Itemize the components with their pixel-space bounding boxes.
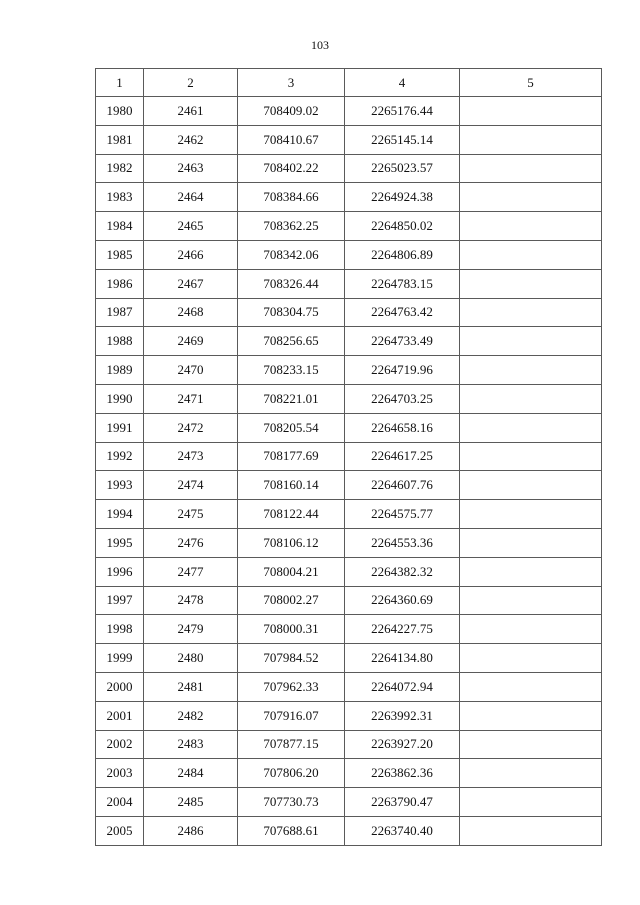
table-cell-col-2: 2468 xyxy=(144,298,238,327)
page-number: 103 xyxy=(311,38,329,52)
table-row xyxy=(96,298,602,327)
table-cell-col-1: 1988 xyxy=(96,327,144,356)
table-cell-col-2: 2477 xyxy=(144,557,238,586)
table-cell-col-1: 2003 xyxy=(96,759,144,788)
column-header-3: 3 xyxy=(238,69,345,97)
table-cell-col-5 xyxy=(460,730,602,759)
table-cell-col-4: 2264134.80 xyxy=(345,644,460,673)
table-cell-col-2: 2475 xyxy=(144,500,238,529)
table-cell-col-5 xyxy=(460,413,602,442)
table-cell-col-2: 2467 xyxy=(144,269,238,298)
table-cell-col-2: 2472 xyxy=(144,413,238,442)
table-cell-col-4: 2264617.25 xyxy=(345,442,460,471)
table-cell-col-5 xyxy=(460,528,602,557)
table-cell-col-3: 708233.15 xyxy=(238,356,345,385)
table-cell-col-4: 2264733.49 xyxy=(345,327,460,356)
table-cell-col-5 xyxy=(460,557,602,586)
table-row xyxy=(96,500,602,529)
table-row xyxy=(96,269,602,298)
table-cell-col-5 xyxy=(460,442,602,471)
table-cell-col-5 xyxy=(460,615,602,644)
table-row xyxy=(96,356,602,385)
table-cell-col-3: 708256.65 xyxy=(238,327,345,356)
table-cell-col-4: 2263862.36 xyxy=(345,759,460,788)
table-cell-col-1: 1985 xyxy=(96,240,144,269)
table-cell-col-1: 1986 xyxy=(96,269,144,298)
table-cell-col-3: 708304.75 xyxy=(238,298,345,327)
table-cell-col-2: 2486 xyxy=(144,816,238,845)
table-cell-col-1: 2002 xyxy=(96,730,144,759)
table-cell-col-4: 2264806.89 xyxy=(345,240,460,269)
table-cell-col-4: 2263927.20 xyxy=(345,730,460,759)
table-cell-col-1: 1989 xyxy=(96,356,144,385)
table-row xyxy=(96,816,602,845)
table-cell-col-3: 708384.66 xyxy=(238,183,345,212)
table-cell-col-3: 708402.22 xyxy=(238,154,345,183)
table-cell-col-1: 2000 xyxy=(96,672,144,701)
table-cell-col-2: 2464 xyxy=(144,183,238,212)
table-cell-col-3: 708177.69 xyxy=(238,442,345,471)
table-cell-col-1: 1992 xyxy=(96,442,144,471)
table-cell-col-5 xyxy=(460,788,602,817)
table-cell-col-3: 708122.44 xyxy=(238,500,345,529)
table-cell-col-2: 2465 xyxy=(144,212,238,241)
coordinates-table xyxy=(95,68,602,846)
table-row xyxy=(96,730,602,759)
table-cell-col-3: 708342.06 xyxy=(238,240,345,269)
table-cell-col-5 xyxy=(460,384,602,413)
table-cell-col-3: 708205.54 xyxy=(238,413,345,442)
table-cell-col-5 xyxy=(460,125,602,154)
table-cell-col-3: 707688.61 xyxy=(238,816,345,845)
column-header-1: 1 xyxy=(96,69,144,97)
table-cell-col-1: 1991 xyxy=(96,413,144,442)
table-row xyxy=(96,384,602,413)
table-cell-col-4: 2264360.69 xyxy=(345,586,460,615)
table-cell-col-5 xyxy=(460,500,602,529)
table-cell-col-4: 2264783.15 xyxy=(345,269,460,298)
table-row xyxy=(96,672,602,701)
table-cell-col-3: 708004.21 xyxy=(238,557,345,586)
table-row xyxy=(96,615,602,644)
table-cell-col-1: 1987 xyxy=(96,298,144,327)
column-header-5: 5 xyxy=(460,69,602,97)
table-cell-col-4: 2264227.75 xyxy=(345,615,460,644)
table-cell-col-2: 2469 xyxy=(144,327,238,356)
table-row xyxy=(96,759,602,788)
table-cell-col-3: 708106.12 xyxy=(238,528,345,557)
table-row xyxy=(96,644,602,673)
table-cell-col-4: 2264658.16 xyxy=(345,413,460,442)
table-cell-col-1: 1999 xyxy=(96,644,144,673)
table-row xyxy=(96,125,602,154)
table-row xyxy=(96,471,602,500)
table-body xyxy=(96,97,602,846)
table-row xyxy=(96,183,602,212)
table-row xyxy=(96,442,602,471)
table-cell-col-5 xyxy=(460,154,602,183)
table-cell-col-3: 708326.44 xyxy=(238,269,345,298)
table-cell-col-4: 2264382.32 xyxy=(345,557,460,586)
table-cell-col-1: 1980 xyxy=(96,97,144,126)
table-row xyxy=(96,212,602,241)
table-cell-col-3: 708000.31 xyxy=(238,615,345,644)
table-cell-col-1: 2005 xyxy=(96,816,144,845)
table-cell-col-4: 2264763.42 xyxy=(345,298,460,327)
table-cell-col-3: 708221.01 xyxy=(238,384,345,413)
table-cell-col-2: 2478 xyxy=(144,586,238,615)
table-cell-col-3: 708002.27 xyxy=(238,586,345,615)
table-cell-col-4: 2264703.25 xyxy=(345,384,460,413)
table-cell-col-1: 1994 xyxy=(96,500,144,529)
table-cell-col-2: 2471 xyxy=(144,384,238,413)
table-cell-col-2: 2480 xyxy=(144,644,238,673)
table-cell-col-5 xyxy=(460,759,602,788)
table-cell-col-3: 708410.67 xyxy=(238,125,345,154)
table-cell-col-3: 708409.02 xyxy=(238,97,345,126)
table-cell-col-4: 2264924.38 xyxy=(345,183,460,212)
table-cell-col-2: 2479 xyxy=(144,615,238,644)
table-cell-col-2: 2466 xyxy=(144,240,238,269)
table-row xyxy=(96,586,602,615)
table-cell-col-2: 2482 xyxy=(144,701,238,730)
table-cell-col-4: 2265023.57 xyxy=(345,154,460,183)
column-header-2: 2 xyxy=(144,69,238,97)
table-cell-col-5 xyxy=(460,816,602,845)
table-cell-col-4: 2264575.77 xyxy=(345,500,460,529)
table-cell-col-2: 2485 xyxy=(144,788,238,817)
column-header-4: 4 xyxy=(345,69,460,97)
table-cell-col-2: 2476 xyxy=(144,528,238,557)
table-cell-col-4: 2263740.40 xyxy=(345,816,460,845)
table-cell-col-4: 2264850.02 xyxy=(345,212,460,241)
table-cell-col-4: 2265176.44 xyxy=(345,97,460,126)
table-cell-col-2: 2484 xyxy=(144,759,238,788)
table-row xyxy=(96,327,602,356)
table-cell-col-3: 707877.15 xyxy=(238,730,345,759)
table-row xyxy=(96,528,602,557)
table-row xyxy=(96,154,602,183)
header-row xyxy=(96,69,602,97)
table-row xyxy=(96,97,602,126)
table-cell-col-3: 707984.52 xyxy=(238,644,345,673)
table-cell-col-1: 1984 xyxy=(96,212,144,241)
table-cell-col-4: 2264553.36 xyxy=(345,528,460,557)
table-row xyxy=(96,240,602,269)
table-cell-col-5 xyxy=(460,701,602,730)
table-cell-col-5 xyxy=(460,183,602,212)
table-cell-col-5 xyxy=(460,240,602,269)
table-cell-col-2: 2483 xyxy=(144,730,238,759)
table-cell-col-4: 2263790.47 xyxy=(345,788,460,817)
table-row xyxy=(96,701,602,730)
table-cell-col-4: 2264607.76 xyxy=(345,471,460,500)
table-cell-col-4: 2265145.14 xyxy=(345,125,460,154)
table-cell-col-1: 1982 xyxy=(96,154,144,183)
table-cell-col-5 xyxy=(460,672,602,701)
table-cell-col-5 xyxy=(460,586,602,615)
table-cell-col-1: 2004 xyxy=(96,788,144,817)
table-cell-col-2: 2462 xyxy=(144,125,238,154)
table-cell-col-1: 1993 xyxy=(96,471,144,500)
table-cell-col-1: 1997 xyxy=(96,586,144,615)
table-cell-col-3: 707730.73 xyxy=(238,788,345,817)
table-cell-col-2: 2470 xyxy=(144,356,238,385)
table-row xyxy=(96,557,602,586)
table-cell-col-1: 1998 xyxy=(96,615,144,644)
table-cell-col-1: 1996 xyxy=(96,557,144,586)
table-cell-col-3: 708362.25 xyxy=(238,212,345,241)
table-cell-col-2: 2474 xyxy=(144,471,238,500)
table-cell-col-4: 2264072.94 xyxy=(345,672,460,701)
table-header xyxy=(96,69,602,97)
table-row xyxy=(96,413,602,442)
table-cell-col-1: 1981 xyxy=(96,125,144,154)
table-cell-col-1: 2001 xyxy=(96,701,144,730)
table-cell-col-3: 708160.14 xyxy=(238,471,345,500)
table-cell-col-3: 707916.07 xyxy=(238,701,345,730)
table-cell-col-5 xyxy=(460,269,602,298)
table-cell-col-4: 2264719.96 xyxy=(345,356,460,385)
table-cell-col-1: 1990 xyxy=(96,384,144,413)
table-cell-col-2: 2473 xyxy=(144,442,238,471)
table-cell-col-2: 2481 xyxy=(144,672,238,701)
table-cell-col-4: 2263992.31 xyxy=(345,701,460,730)
table-cell-col-3: 707806.20 xyxy=(238,759,345,788)
table-cell-col-1: 1995 xyxy=(96,528,144,557)
table-cell-col-5 xyxy=(460,644,602,673)
table-row xyxy=(96,788,602,817)
table-cell-col-5 xyxy=(460,212,602,241)
table-cell-col-2: 2463 xyxy=(144,154,238,183)
table-cell-col-5 xyxy=(460,356,602,385)
table-cell-col-1: 1983 xyxy=(96,183,144,212)
table-cell-col-5 xyxy=(460,327,602,356)
table-cell-col-5 xyxy=(460,97,602,126)
table-cell-col-5 xyxy=(460,298,602,327)
table-cell-col-3: 707962.33 xyxy=(238,672,345,701)
table-cell-col-2: 2461 xyxy=(144,97,238,126)
table-cell-col-5 xyxy=(460,471,602,500)
